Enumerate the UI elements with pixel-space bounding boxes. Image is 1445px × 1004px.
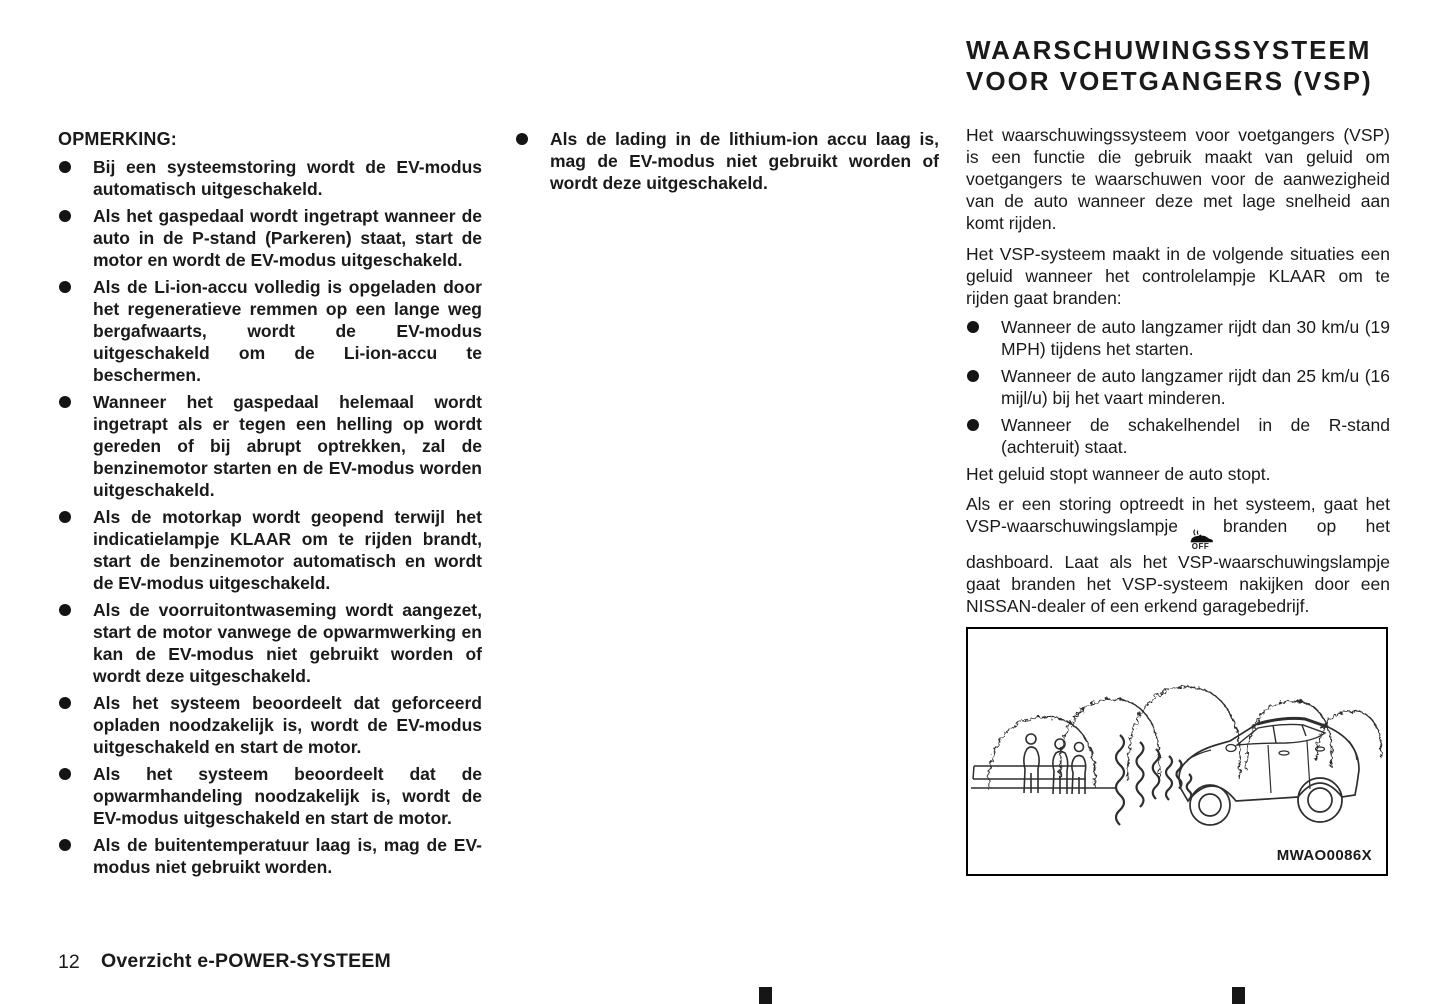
vsp-warning-lamp-icon xyxy=(1187,529,1214,551)
paragraph-vsp-intro: Het waarschuwingssysteem voor voetgangers (VSP) is een functie die gebruik maakt van geluid om voetgangers te waarschuwen voor de aanwezigheid van de auto wanneer deze met lage snelheid aan komt rijden. xyxy=(966,125,1390,233)
bullet-icon xyxy=(59,697,71,709)
list-item xyxy=(58,692,482,758)
list-item-text: Als het gaspedaal wordt ingetrapt wanneer de auto in de P-stand (Parkeren) staat, start de motor en wordt de EV-modus uitgeschakeld. xyxy=(93,206,482,270)
list-item xyxy=(58,506,482,594)
vsp-illustration xyxy=(968,629,1386,874)
page-title-line1: WAARSCHUWINGSSYSTEEM xyxy=(966,35,1372,65)
paragraph-vsp-malfunction xyxy=(966,493,1390,617)
paragraph-vsp-situations: Het VSP-systeem maakt in de volgende situaties een geluid wanneer het controlelampje KLAAR om te rijden gaat branden: xyxy=(966,244,1390,308)
bullet-icon xyxy=(967,321,979,333)
pedestrians-illustration xyxy=(1024,734,1086,794)
bullet-icon xyxy=(59,210,71,222)
middle-column xyxy=(515,128,939,199)
right-column xyxy=(966,35,1390,626)
footer-section-title: Overzicht e-POWER-SYSTEEM xyxy=(101,950,391,972)
page-number: 12 xyxy=(58,951,80,973)
list-item-text: Wanneer de schakelhendel in de R-stand (achteruit) staat. xyxy=(1001,415,1390,457)
page-title xyxy=(966,35,1390,97)
list-item xyxy=(58,205,482,271)
middle-bullet-list xyxy=(515,128,939,194)
print-registration-mark xyxy=(1232,987,1245,1004)
vsp-bullet-list xyxy=(966,316,1390,458)
paragraph-sound-stops: Het geluid stopt wanneer de auto stopt. xyxy=(966,464,1271,484)
left-column xyxy=(58,128,482,883)
note-heading: OPMERKING: xyxy=(58,129,177,149)
list-item-text: Als de voorruitontwaseming wordt aangezet, start de motor vanwege de opwarmwerking en kan de EV-modus niet gebruikt worden of wordt deze uitgeschakeld. xyxy=(93,600,482,686)
bullet-icon xyxy=(59,396,71,408)
list-item-text: Wanneer de auto langzamer rijdt dan 25 km/u (16 mijl/u) bij het vaart minderen. xyxy=(1001,366,1390,408)
list-item-text: Als de lading in de lithium-ion accu laag is, mag de EV-modus niet gebruikt worden of wordt deze uitgeschakeld. xyxy=(550,129,939,193)
list-item xyxy=(966,365,1390,409)
note-bullet-list xyxy=(58,156,482,878)
list-item-text: Als het systeem beoordeelt dat de opwarmhandeling noodzakelijk is, wordt de EV-modus uitgeschakeld en start de motor. xyxy=(93,764,482,828)
list-item-text: Als de Li-ion-accu volledig is opgeladen door het regeneratieve remmen op een lange weg bergafwaarts, wordt de EV-modus uitgeschakeld om de Li-ion-accu te beschermen. xyxy=(93,277,482,385)
malfunction-text-after: branden op het dashboard. Laat als het VSP-waarschuwingslampje gaat branden het VSP-systeem nakijken door een NISSAN-dealer of een erkend garagebedrijf. xyxy=(966,516,1390,616)
list-item-text: Als de buitentemperatuur laag is, mag de EV-modus niet gebruikt worden. xyxy=(93,835,482,877)
bullet-icon xyxy=(59,768,71,780)
list-item xyxy=(58,276,482,386)
list-item xyxy=(58,834,482,878)
bullet-icon xyxy=(59,281,71,293)
list-item-text: Wanneer het gaspedaal helemaal wordt ingetrapt als er tegen een helling op wordt gereden of bij abrupt optrekken, zal de benzinemotor starten en de EV-modus worden uitgeschakeld. xyxy=(93,392,482,500)
bullet-icon xyxy=(59,839,71,851)
bullet-icon xyxy=(59,604,71,616)
list-item-text: Als de motorkap wordt geopend terwijl het indicatielampje KLAAR om te rijden brandt, start de benzinemotor automatisch en wordt de EV-modus uitgeschakeld. xyxy=(93,507,482,593)
bullet-icon xyxy=(59,161,71,173)
malfunction-text-before: Als er een storing optreedt in het systeem, gaat het VSP-waarschuwingslampje xyxy=(966,494,1390,536)
list-item xyxy=(966,414,1390,458)
bullet-icon xyxy=(967,370,979,382)
bullet-icon xyxy=(59,511,71,523)
vsp-off-label: OFF xyxy=(1191,542,1210,551)
figure-reference-code: MWAO0086X xyxy=(1276,847,1372,864)
list-item-text: Bij een systeemstoring wordt de EV-modus automatisch uitgeschakeld. xyxy=(93,157,482,199)
trees-illustration xyxy=(988,687,1381,789)
car-illustration xyxy=(1179,718,1359,825)
list-item-text: Als het systeem beoordeelt dat geforceerd opladen noodzakelijk is, wordt de EV-modus uitgeschakeld en start de motor. xyxy=(93,693,482,757)
list-item-text: Wanneer de auto langzamer rijdt dan 30 km/u (19 MPH) tijdens het starten. xyxy=(1001,317,1390,359)
bullet-icon xyxy=(516,133,528,145)
list-item xyxy=(58,599,482,687)
page-title-line2: VOOR VOETGANGERS (VSP) xyxy=(966,66,1373,96)
list-item xyxy=(515,128,939,194)
print-registration-mark xyxy=(759,987,772,1004)
list-item xyxy=(58,156,482,200)
list-item xyxy=(58,763,482,829)
list-item xyxy=(966,316,1390,360)
bullet-icon xyxy=(967,419,979,431)
vsp-illustration-figure xyxy=(966,627,1388,876)
list-item xyxy=(58,391,482,501)
